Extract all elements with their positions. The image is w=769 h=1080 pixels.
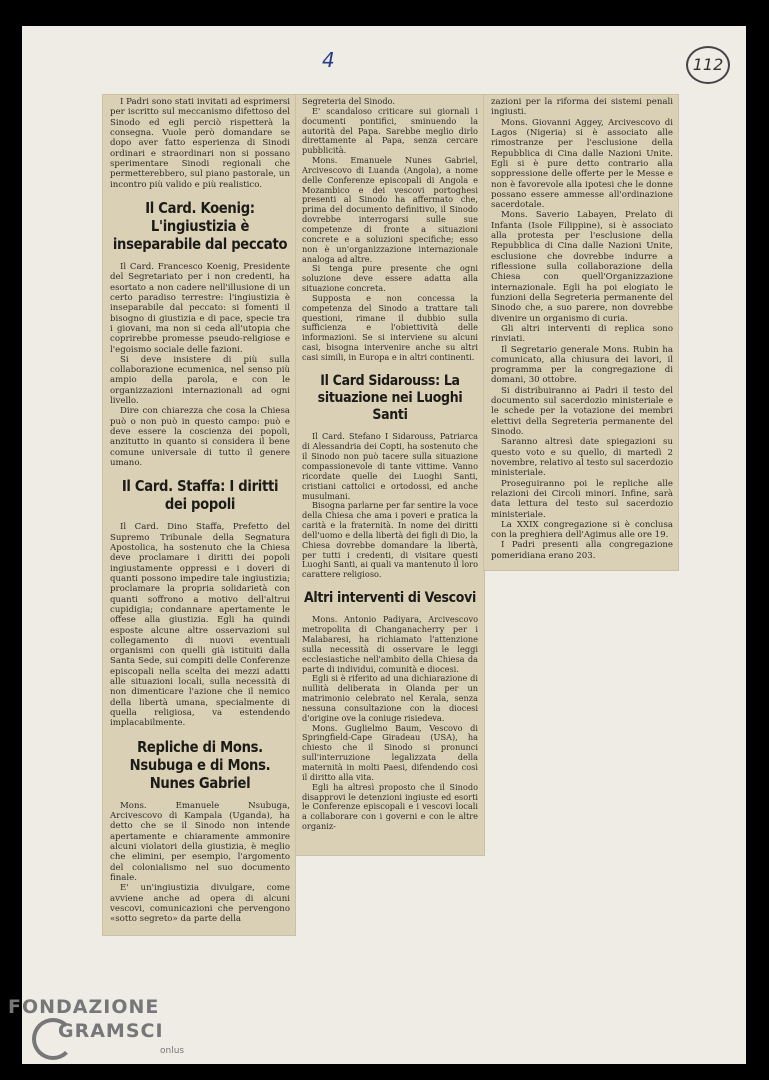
paragraph: La XXIX congregazione si è conclusa con la preghiera dell'Agimus alle ore 19. [491, 519, 673, 541]
paragraph: Il Card. Stefano I Sidarouss, Patriarca di Alessandria dei Copti, ha sostenuto che il Sinodo non può tacere sulla situazione compassionevole di tante vittime. Vanno ricordate quelle dei Luoghi Santi, cristiani cattolici e ortodossi, ed anche musulmani. [302, 431, 478, 501]
paragraph: Segreteria del Sinodo. [302, 96, 395, 106]
paragraph: Mons. Guglielmo Baum, Vescovo di Springfield-Cape Giradeau (USA), ha chiesto che il Sinodo si pronunci sull'interruzione legalizzata della maternità in molti Paesi, difendendo così il diritto alla vita. [302, 722, 478, 782]
paragraph: Saranno altresì date spiegazioni su questo voto e su quello, di martedì 2 novembre, relativo al testo sul sacerdozio ministeriale. [491, 437, 673, 479]
paragraph: zazioni per la riforma dei sistemi penali ingiusti. [491, 97, 673, 118]
paragraph: Mons. Emanuele Nunes Gabriel, Arcivescovo di Luanda (Angola), a nome delle Conferenze episcopali di Angola e Mozambico e dei vescovi portoghesi presenti al Sinodo ha affermato che, prima del documento definitivo, il Sinodo dovrebbe interrogarsi sulle sue competenze di fronte a situazioni concrete e a soluzioni specifiche; esso non è un'organizzazione internazionale analoga ad altre. [302, 155, 478, 264]
watermark-line-2: GRAMSCI [58, 1020, 164, 1042]
headline-staffa: Il Card. Staffa: I diritti dei popoli [121, 478, 279, 514]
paragraph: Si tenga pure presente che ogni soluzione deve essere adatta alla situazione concreta. [302, 263, 478, 294]
headline-sidarouss: Il Card Sidarouss: La situazione nei Luoghi Santi [317, 372, 463, 424]
paragraph: Il Segretario generale Mons. Rubin ha comunicato, alla chiusura dei lavori, il programma per la congregazione di domani, 30 ottobre. [491, 344, 673, 386]
article-column-2 [302, 97, 478, 832]
paragraph: Si distribuiranno ai Padri il testo del documento sul sacerdozio ministeriale e le schede per la votazione dei membri elettivi della Segreteria permanente del Sinodo. [491, 385, 673, 437]
paragraph: Mons. Emanuele Nsubuga, Arcivescovo di Kampala (Uganda), ha detto che se il Sinodo non intende apertamente e chiaramente ammonire alcuni violatori della giustizia, è meglio che elimini, per esempio, l'argomento del colonialismo nel suo documento finale. [110, 800, 290, 883]
paragraph: I Padri sono stati invitati ad esprimersi per iscritto sul meccanismo difettoso del Sinodo ed egli perciò rispetterà la consegna. Vuole però domandare se dopo aver fatto esperienza di Sinodi ordinari e straordinari non si possano sperimentare Sinodi regionali che permetterebbero, sul piano pastorale, un incontro più valido e più realistico. [110, 97, 290, 190]
paragraph: Egli si è riferito ad una dichiarazione di nullità deliberata in Olanda per un matrimonio celebrato nel Kerala, senza nessuna consultazione con la diocesi d'origine ove la coniuge risiedeva. [302, 673, 478, 723]
paragraph: Proseguiranno poi le repliche alle relazioni dei Circoli minori. Infine, sarà data lettura del testo sul sacerdozio ministeriale. [491, 478, 673, 520]
paragraph: E' un'ingiustizia divulgare, come avviene anche ad opera di alcuni vescovi, comunicazioni che pervengono «sotto segreto» da parte della [110, 883, 290, 925]
watermark-line-1: FONDAZIONE [8, 996, 160, 1018]
handwritten-page-number: 4 [322, 48, 335, 72]
paragraph: Mons. Antonio Padiyara, Arcivescovo metropolita di Changanacherry per i Malabaresi, ha richiamato l'attenzione sulla necessità di osservare le leggi ecclesiastiche nell'ambito della Chiesa da parte di individui, comunità e diocesi. [302, 614, 478, 674]
headline-altri-interventi: Altri interventi di Vescovi [304, 590, 476, 607]
paragraph: E' scandaloso criticare sui giornali i documenti pontifici, sminuendo la autorità del Papa. Sarebbe meglio dirlo direttamente al Papa, senza cercare pubblicità. [302, 105, 478, 156]
paragraph: Supposta e non concessa la competenza del Sinodo a trattare tali questioni, rimane il dubbio sulla sufficienza e l'obiettività delle informazioni. Se si interviene su alcuni casi, bisogna intervenire anche su altri casi simili, in Europa e in altri continenti. [302, 292, 478, 362]
headline-koenig: Il Card. Koenig: L'ingiustizia è inseparabile dal peccato [112, 199, 288, 253]
paragraph: Mons. Saverio Labayen, Prelato di Infanta (Isole Filippine), si è associato alla protesta per l'esclusione della Repubblica di Cina dalle Nazioni Unite, esclusione che dovrebbe indurre a riflessione sulla collaborazione della Chiesa con quell'Organizzazione internazionale. Egli ha poi elogiato le funzioni della Segreteria permanente del Sinodo che, a suo parere, non dovrebbe divenire un organismo di curia. [491, 210, 673, 324]
article-column-3 [491, 97, 673, 561]
paragraph: Bisogna parlarne per far sentire la voce della Chiesa che ama i poveri e pratica la carità e la fraternità. In nome dei diritti dell'uomo e della libertà dei figli di Dio, la Chiesa dovrebbe domandare la libertà, per tutti i credenti, di visitare questi Luoghi Santi, ai quali va mantenuto il loro carattere religioso. [302, 500, 478, 580]
paragraph: Egli ha altresì proposto che il Sinodo disapprovi le detenzioni ingiuste ed esorti le Conferenze episcopali e i vescovi locali a collaborare con i governi e con le altre organiz- [302, 781, 478, 832]
archive-number-stamp: 112 [686, 46, 730, 84]
article-column-1 [110, 97, 290, 925]
paragraph: Mons. Giovanni Aggey, Arcivescovo di Lagos (Nigeria) si è associato alle rimostranze per l'esclusione della Repubblica di Cina dalle Nazioni Unite. Egli si è pure detto contrario alla soppressione delle offerte per le Messe e non è favorevole alla ipotesi che le donne possano essere ammesse all'ordinazione sacerdotale. [491, 117, 673, 211]
watermark-sub: onlus [160, 1046, 185, 1056]
paragraph: Dire con chiarezza che cosa la Chiesa può o non può in questo campo: può e deve essere la coscienza dei popoli, anzitutto in quanto si considera il bene comune universale di tutto il genere umano. [110, 406, 290, 468]
paragraph: Il Card. Dino Staffa, Prefetto del Supremo Tribunale della Segnatura Apostolica, ha sostenuto che la Chiesa deve proclamare i diritti dei popoli ingiustamente oppressi e i doveri di quanti possono impedire tale ingiustizia; proclamare la propria solidarietà con quanti soffrono a motivo dell'altrui cupidigia; condannare apertamente le offese alla giustizia. Egli ha quindi esposte alcune altre osservazioni sul collegamento di nuovi eventuali organismi con quelli già istituiti dalla Santa Sede, sui compiti delle Conferenze episcopali nella scelta dei mezzi adatti alle situazioni locali, sulla necessità di non dimenticare l'azione che il nemico della libertà umana, specialmente di quella religiosa, va estendendo implacabilmente. [110, 522, 290, 729]
headline-repliche: Repliche di Mons. Nsubuga e di Mons. Nunes Gabriel [129, 738, 271, 792]
paragraph: Gli altri interventi di replica sono rinviati. [491, 323, 673, 345]
paragraph: I Padri presenti alla congregazione pomeridiana erano 203. [491, 540, 673, 561]
paragraph: Si deve insistere di più sulla collaborazione ecumenica, nel senso più ampio della parola, e con le organizzazioni internazionali ad ogni livello. [110, 354, 290, 407]
paragraph: Il Card. Francesco Koenig, Presidente del Segretariato per i non credenti, ha esortato a non cadere nell'illusione di un certo paradiso terrestre: l'ingiustizia è inseparabile dal peccato: si fomenti il bisogno di giustizia e di pace, specie tra i giovani, ma non si ceda all'utopia che coprirebbe promesse pseudo-religiose e l'egoismo sociale delle fazioni. [110, 262, 290, 355]
